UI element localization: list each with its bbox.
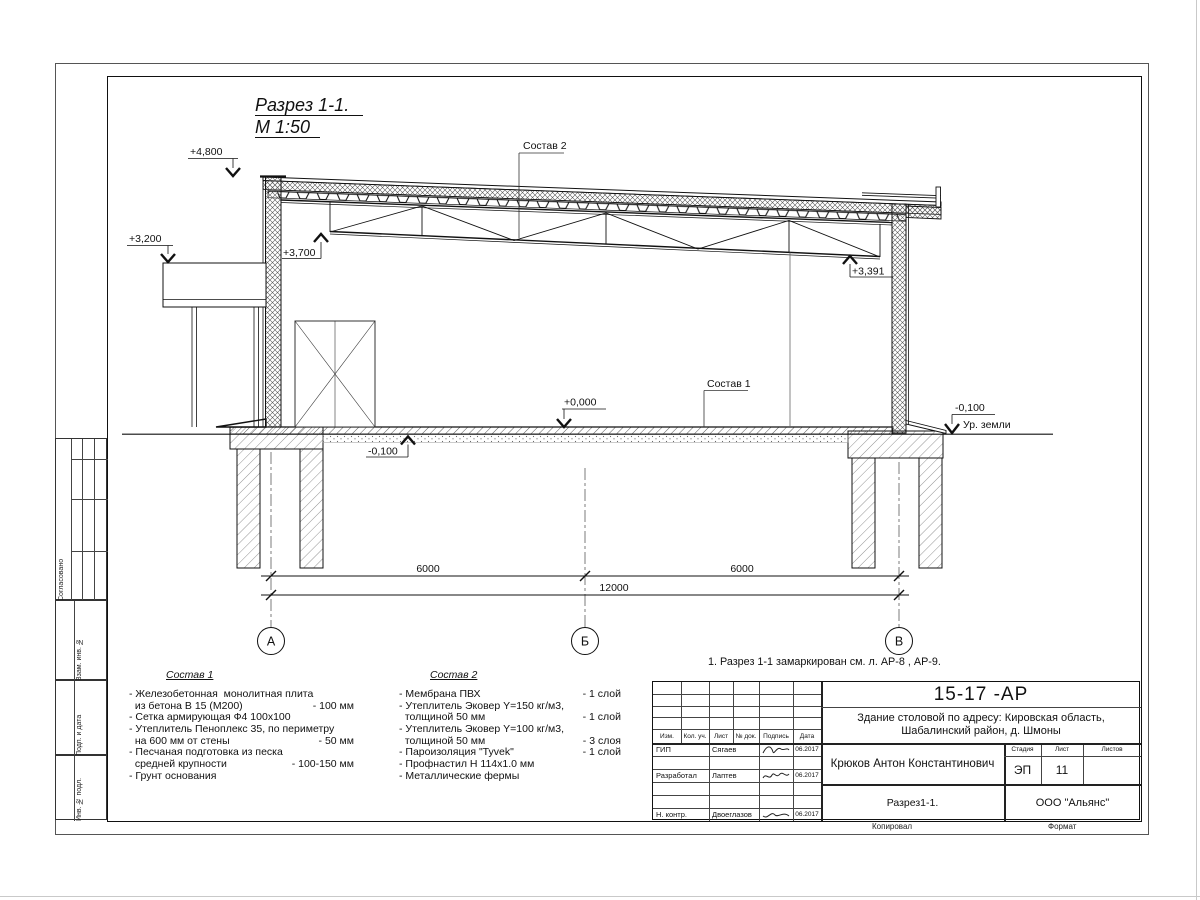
title-block	[652, 681, 1140, 820]
spec-row-value: - 1 слой	[582, 746, 621, 759]
elevation-3200: +3,200	[129, 233, 162, 245]
format-label: Формат	[1048, 822, 1077, 831]
tb-stage-value: ЭП	[1013, 763, 1032, 777]
elevation-4800: +4,800	[190, 146, 223, 158]
spec-list-1	[129, 669, 354, 783]
tb-object-address	[821, 707, 1141, 743]
spec-row-text: - Грунт основания	[129, 769, 217, 782]
view-title	[255, 95, 363, 138]
foundation-left	[230, 427, 323, 568]
spec-row-text: - Утеплитель Пеноплекс 35, по периметру	[129, 723, 335, 736]
spec-1-heading: Состав 1	[166, 669, 214, 681]
layer-label-1: Состав 1	[707, 378, 751, 390]
tb-dev-name: Лаптев	[712, 771, 737, 780]
margin-box-podp-label: Подп. и дата	[76, 714, 83, 756]
spec-row-text: - Пароизоляция "Tyvek"	[399, 746, 514, 759]
tb-gip-role: ГИП	[656, 745, 671, 754]
tb-object-line1: Здание столовой по адресу: Кировская область,	[857, 711, 1105, 724]
tb-col-izm: Изм.	[660, 732, 674, 740]
approval-table	[55, 438, 107, 600]
tb-author: Крюков Антон Константинович	[830, 757, 995, 770]
tb-col-data: Дата	[799, 732, 815, 740]
tb-object-line2: Шабалинский район, д. Шмоны	[901, 725, 1061, 737]
tb-gip-date: 06.2017	[795, 746, 819, 753]
tb-col-list: Лист	[713, 732, 729, 740]
margin-box-inv-label: Инв. № подл.	[76, 777, 83, 821]
spec-row-text: средней крупности	[129, 758, 227, 771]
spec-2-heading: Состав 2	[430, 669, 478, 681]
entrance-canopy	[163, 263, 266, 427]
copied-label: Копировал	[872, 822, 913, 831]
spec-row-text: - Мембрана ПВХ	[399, 688, 481, 700]
axis-label-a: А	[266, 634, 276, 649]
note-text: 1. Разрез 1-1 замаркирован см. л. АР-8 , АР-9.	[708, 656, 941, 668]
view-title-text: Разрез 1-1.	[255, 95, 350, 115]
tb-stage-label: Стадия	[1011, 746, 1034, 753]
door	[295, 321, 375, 427]
elevation-m100-slab: -0,100	[368, 445, 398, 458]
elevation-0000: +0,000	[564, 396, 597, 409]
spec-row-text: на 600 мм от стены	[129, 734, 230, 747]
tb-gip-signature	[761, 743, 792, 756]
layer-label-2: Состав 2	[523, 140, 567, 152]
spec-row-value: - 3 слоя	[582, 734, 621, 747]
view-scale-text: М 1:50	[255, 117, 311, 137]
spec-row	[399, 724, 621, 736]
tb-col-ndok: № док.	[735, 732, 757, 740]
spec-list-2	[399, 669, 621, 783]
tb-dev-date: 06.2017	[795, 772, 819, 779]
tb-ncontr-date: 06.2017	[795, 811, 819, 818]
margin-box-vzam-label: Взам. инв. №	[76, 638, 83, 681]
tb-ncontr-signature	[761, 808, 792, 821]
tb-drawing-name: Разрез1-1.	[886, 796, 939, 809]
tb-sheet-value: 11	[1055, 763, 1069, 777]
tb-ncontr-name: Двоеглазов	[712, 810, 752, 819]
tb-dev-role: Разработал	[656, 771, 697, 780]
right-wall	[892, 204, 941, 433]
dim-span-2: 6000	[730, 563, 754, 575]
spec-row-text: - Утеплитель Эковер Y=100 кг/м3,	[399, 723, 565, 736]
spec-row	[129, 724, 354, 736]
tb-ncontr-role: Н. контр.	[656, 810, 687, 819]
spec-row-text: - Металлические фермы	[399, 769, 520, 782]
axis-label-b: Б	[580, 634, 590, 649]
approval-label: Согласовано	[58, 558, 65, 601]
spec-row-value: - 100 мм	[312, 699, 354, 712]
tb-sheets-label: Листов	[1101, 746, 1123, 753]
tb-doc-code: 15-17 -АР	[933, 683, 1029, 705]
spec-row-text: - Сетка армирующая Ф4 100х100	[129, 711, 291, 724]
tb-company: ООО "Альянс"	[1035, 796, 1110, 809]
tb-dev-signature	[761, 769, 792, 782]
spec-row	[399, 771, 621, 783]
tb-sheet-label: Лист	[1054, 746, 1070, 753]
spec-row-text: толщиной 50 мм	[399, 711, 486, 724]
spec-row-text: из бетона В 15 (М200)	[129, 699, 243, 712]
spec-row	[129, 771, 354, 783]
tb-gip-name: Сягаев	[712, 745, 737, 754]
elevation-3700: +3,700	[283, 247, 316, 259]
axis-label-v: В	[894, 634, 904, 649]
spec-row-text: - Железобетонная монолитная плита	[129, 688, 314, 700]
spec-row	[399, 689, 621, 701]
spec-row-text: - Профнастил Н 114х1.0 мм	[399, 758, 535, 771]
spec-row-value: - 100-150 мм	[291, 758, 354, 771]
spec-row-value: - 50 мм	[318, 734, 354, 747]
elevation-m100-ground: -0,100	[955, 402, 985, 414]
elevation-3391: +3,391	[852, 265, 885, 278]
margin-box-podp	[55, 680, 107, 755]
spec-row-value: - 1 слой	[582, 688, 621, 700]
ground-level-label: Ур. земли	[963, 419, 1011, 431]
foundation-right	[848, 431, 943, 568]
axis-centerlines	[271, 452, 899, 627]
spec-row	[129, 689, 354, 701]
margin-box-vzam	[55, 600, 107, 680]
tb-col-podpis: Подпись	[763, 732, 789, 740]
tb-col-koluch: Кол. уч.	[683, 732, 707, 740]
spec-row-text: толщиной 50 мм	[399, 734, 486, 747]
spec-row-text: - Утеплитель Эковер Y=150 кг/м3,	[399, 699, 565, 712]
dim-span-1: 6000	[416, 563, 440, 575]
margin-box-inv	[55, 755, 107, 820]
dim-total: 12000	[599, 582, 629, 594]
spec-row-value: - 1 слой	[582, 711, 621, 724]
spec-row-text: - Песчаная подготовка из песка	[129, 746, 283, 759]
